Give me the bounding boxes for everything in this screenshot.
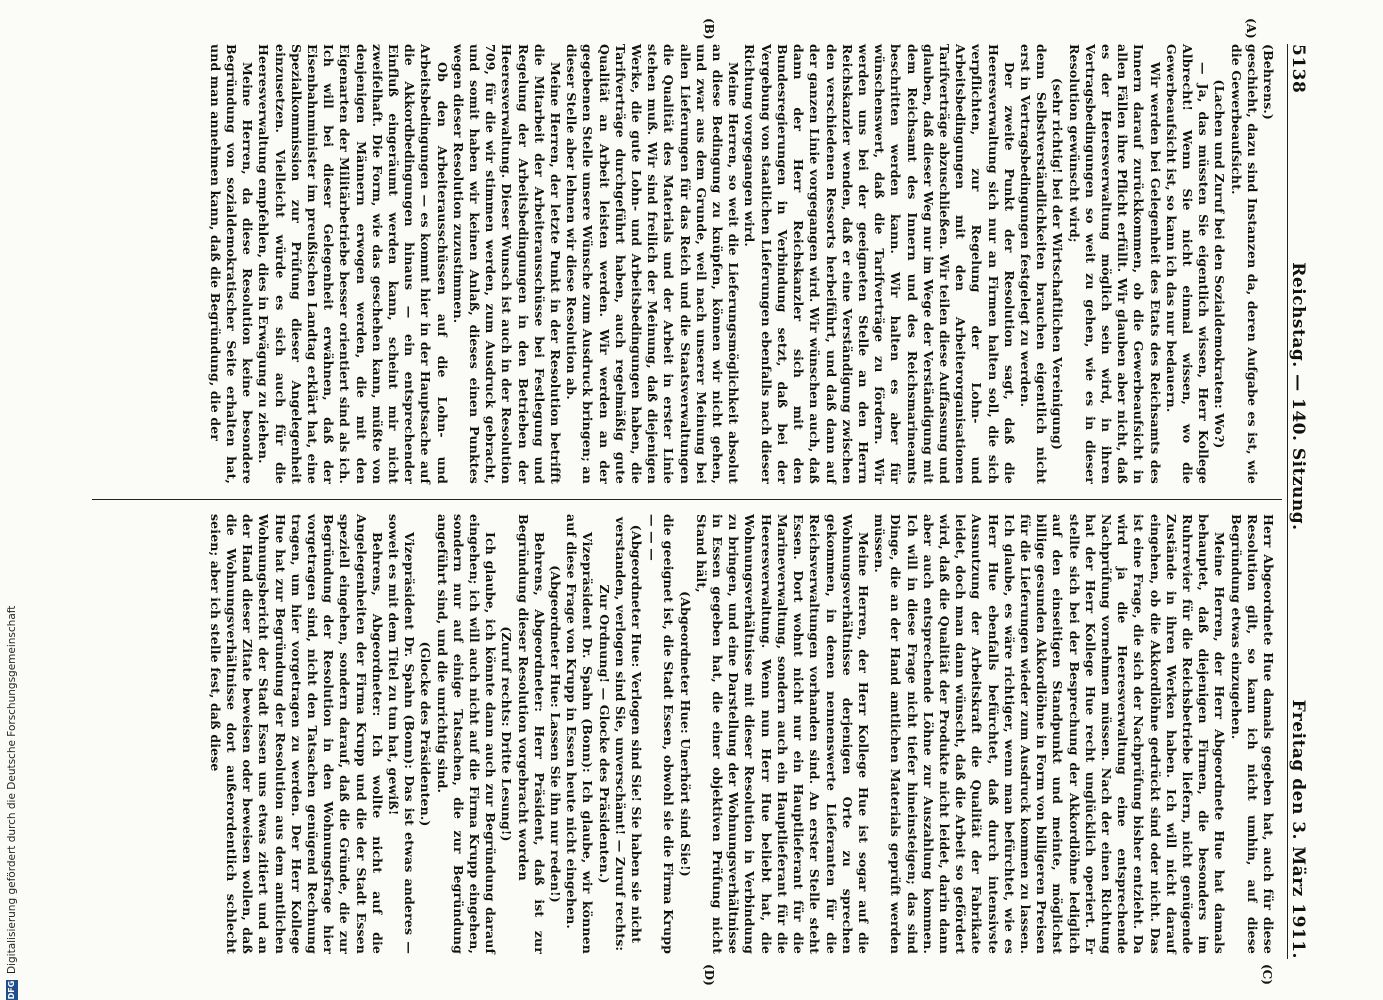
interjection: (Abgeordneter Hue: Lassen Sie ihn nur reden!) [548,565,564,903]
interjection: (sehr richtig! bei der Wirtschaftlichen Vereinigung) [1050,78,1066,450]
right-column [207,514,1276,954]
page-number: 5138 [1288,44,1308,94]
paragraph: denn Selbstverständlichkeiten brauchen eigentlich nicht erst in Vertragsbedingungen festgelegt zu werden. [1017,44,1050,484]
paragraph: Meine Herren, so weit die Lieferungsmöglichkeit absolut an diese Bedingung zu knüpfen, können wir nicht gehen, und zwar aus dem Grunde, weil nach unserer Meinung bei allen Lieferungen für das Reich und die Staatsverwaltungen die Qualität des Materials und der Arbeit in erster Linie stehen muß. Wir sind freilich der Meinung, daß diejenigen Werke, die gute Lohn- und Arbeitsbedingungen haben, die Tarifverträge durchgeführt haben, auch regelmäßig gute Qualität an Arbeit leisten werden. Wir werden an der gegebenen Stelle unsere Wünsche zum Ausdruck bringen; an dieser Stelle aber lehnen wir diese Resolution ab. [564,44,742,484]
paragraph: Der zweite Punkt der Resolution sagt, daß die Heeresverwaltung sich nur an Firmen halten soll, die sich verpflichten, zur Regelung der Lohn- und Arbeitsbedingungen mit den Arbeiterorganisationen Tarifverträge abzuschließen. Wir teilen diese Auffassung und glauben, daß dieser Weg nur im Wege der Verständigung mit dem Reichsamt des Innern und des Reichsmarineamts beschritten werden kann. Wir halten es aber für wünschenswert, daß die Tarifverträge zu fördern. Wir werden uns bei der geeigneten Stelle an den Herrn Reichskanzler wenden, daß er eine Verständigung zwischen den verschiedenen Ressorts herbeiführt, und daß dann auf der ganzen Linie vorgegangen wird. Wir wünschen auch, daß dann der Herr Reichskanzler sich mit den Bundesregierungen in Verbindung setzt, daß bei der Vergebung von staatlichen Lieferungen ebenfalls nach dieser Richtung vorgegangen wird. [742,44,1017,484]
paragraph: Herr Abgeordnete Hue damals gegeben hat, auch für diese Resolution gilt, so kann ich nicht umhin, auf diese Begründung etwas einzugehen. [1228,514,1276,954]
paragraph: — Ja, das müssten Sie eigentlich wissen, Herr Kollege Albrecht! Wenn Sie nicht einmal wissen, wo die Gewerbeaufsicht ist, so kann ich das nur bedauern. [1163,44,1212,484]
credit-text: Digitalisierung gefördert durch die Deutsche Forschungsgemeinschaft [6,605,18,974]
digitization-credit [4,600,20,1000]
column-rule [92,499,1282,500]
paragraph: Wir werden bei Gelegenheit des Etats des Reichsamts des Innern darauf zurückkommen, ob die Gewerbeaufsicht in allen Fällen ihre Pflicht erfüllt. Wir glauben aber nicht, daß es der Heeresverwaltung möglich sein wird, in ihren Vertragsbedingungen so weit zu gehen, wie es in dieser Resolution gewünscht wird; [1066,44,1163,484]
paragraph: die geeignet ist, die Stadt Essen, obwohl sie die Firma Krupp — — — [645,514,677,954]
paragraph: Meine Herren, der Herr Abgeordnete Hue hat damals behauptet, daß diejenigen Firmen, die besonders im Ruhrrevier für die Reichsbetriebe liefern, nicht genügende Zustände in ihren Werken haben. Ich will nicht darauf eingehen, ob die Akkordlöhne gedrückt sind oder nicht. Das ist eine Frage, die sich der Nachprüfung bisher entzieht. Da wird ja die Heeresverwaltung eine entsprechende Nachprüfung vornehmen müssen. Nach der einen Richtung hat der Herr Kollege Hue recht unglücklich operiert. Er stellte sich bei der Besprechung der Akkordlöhne lediglich auf den einseitigen Standpunkt und meinte, möglichst billige gesunden Akkordlöhne in Form von billigeren Preisen für die Lieferungen wieder zum Ausdruck kommen zu lassen. Ich glaube, es wäre richtiger, wenn man befürchtet, wie es Herr Hue ebenfalls befürchtet, daß durch intensivste Ausnutzung der Arbeitskraft die Qualität der Fabrikate leidet, doch man dann wünscht, daß die Arbeit so gefördert wird, daß die Qualität der Produkte nicht leidet, darin dann aber auch entsprechende Löhne zur Auszahlung kommen. Ich will in diese Frage nicht tiefer hineinsteigen; das sind Dinge, die an der Hand amtlichen Materials geprüft werden müssen. [872,514,1228,954]
margin-mark-d: (D) [702,964,716,986]
interjection: (Lachen und Zuruf bei den Sozialdemokraten: Wo?) [1212,79,1228,449]
paragraph: Vizepräsident Dr. Spahn (Bonn): Das ist etwas anderes — soweit es mit dem Titel zu tun hat, gewiß! [386,514,418,954]
scanned-page [86,18,1316,986]
speaker-tag: (Behrens.) [1261,44,1276,120]
paragraph: Behrens, Abgeordneter: Herr Präsident, daß ist zur Begründung dieser Resolution vorgebracht worden [515,514,547,954]
interjection: (Zuruf rechts: Dritte Lesung!) [499,626,515,842]
paragraph: Behrens, Abgeordneter: Ich wollte nicht auf die Angelegenheiten der Firma Krupp und die der Stadt Essen speziell eingehen, sondern darauf, daß die Gründe, die zur Begründung der Resolution in den Wohnungsfrage hier vorgetragen sind, nicht den Tatsachen genügend Rechnung tragen, um hier vorgetragen zu werden. Der Herr Kollege Hue hat zur Begründung der Resolution aus dem amtlichen Wohnungsbericht der Stadt Essen uns etwas zitiert und an der Hand dieser Zitate beweisen oder beweisen wollen, daß die Wohnungsverhältnisse dort außerordentlich schlecht seien; aber ich stelle fest, daß diese [207,514,385,954]
right-title: Freitag den 3. März 1911. [1288,699,1308,959]
interjection: (Glocke des Präsidenten.) [418,641,434,827]
paragraph: Vizepräsident Dr. Spahn (Bonn): Ich glaube, wir können auf diese Frage von Krupp in Essen heute nicht eingehen. [564,514,596,954]
paragraph: Meine Herren, da diese Resolution keine besondere Begründung von sozialdemokratischer Seite erhalten hat, und man annehmen kann, daß die Begründung, die der [207,44,256,484]
left-column [207,44,1276,484]
interjection: (Abgeordneter Hue: Unerhört sind Sie!) [677,591,693,877]
paragraph: Meine Herren, der letzte Punkt in der Resolution betrifft die Mitarbeit der Arbeiterausschüsse bei Festlegung und Regelung der Arbeitsbedingungen in den Betrieben der Heeresverwaltung. Dieser Wunsch ist auch in der Resolution 709, für die wir stimmen werden, zum Ausdruck gebracht, und somit haben wir keinen Anlaß, dieses einen Punktes wegen dieser Resolution zuzustimmen. [450,44,564,484]
running-head [1287,44,1316,959]
left-title: Reichstag. — 140. Sitzung. [1288,262,1308,531]
interjection: (Abgeordneter Hue: Verlogen sind Sie! Sie haben sie nicht verstanden, verlogen sind Sie, unverschämt! — Zuruf rechts: Zur Ordnung! — Glocke des Präsidenten.) [596,516,645,952]
paragraph: geschieht, dazu sind Instanzen da, deren Aufgabe es ist, wie die Gewerbeaufsicht. [1228,44,1260,484]
paragraph: Ob den Arbeiterausschüssen auf die Lohn- und Arbeitsbedingungen — es kommt hier in der Hauptsache auf die Akkordbedingungen hinaus — ein entsprechender Einfluß eingeräumt werden kann, scheint mir nicht zweifelhaft. Die Form, wie das geschehen kann, müßte von denjenigen Männern erwogen werden, die mit den Eigenarten der Militärbetriebe besser orientiert sind als ich. Ich will bei dieser Gelegenheit erwähnen, daß der Eisenbahnminister im preußischen Landtag erklärt hat, eine Spezialkommission zur Prüfung dieser Angelegenheit einzusetzen. Vielleicht würde es sich auch für die Heeresverwaltung empfehlen, dies in Erwägung zu ziehen. [256,44,450,484]
paragraph: Ich glaube, ich könnte dann auch zur Begründung darauf eingehen; ich will auch nicht auf die Firma Krupp eingehen, sondern nur auf einige Tatsachen, die zur Begründung angeführt sind, und die unrichtig sind. [434,514,499,954]
paragraph: Meine Herren, der Herr Kollege Hue ist sogar auf die Wohnungsverhältnisse derjenigen Orte zu sprechen gekommen, in denen nennenswerte Lieferanten für die Reichsverwaltungen vorhanden sind. An erster Stelle steht Essen. Dort wohnt nicht nur ein Hauptlieferant für die Marineverwaltung, sondern auch ein Hauptlieferant für die Heeresverwaltung. Wenn nun Herr Hue beliebt hat, die Wohnungsverhältnisse mit dieser Resolution in Verbindung zu bringen, und eine Darstellung der Wohnungsverhältnisse in Essen gegeben hat, die einer objektiven Prüfung nicht Stand hält, [693,514,871,954]
dfg-logo: DFG [7,980,16,1000]
margin-mark-c: (C) [1260,964,1274,985]
margin-mark-a: (A) [1244,18,1258,39]
margin-mark-b: (B) [702,18,716,40]
